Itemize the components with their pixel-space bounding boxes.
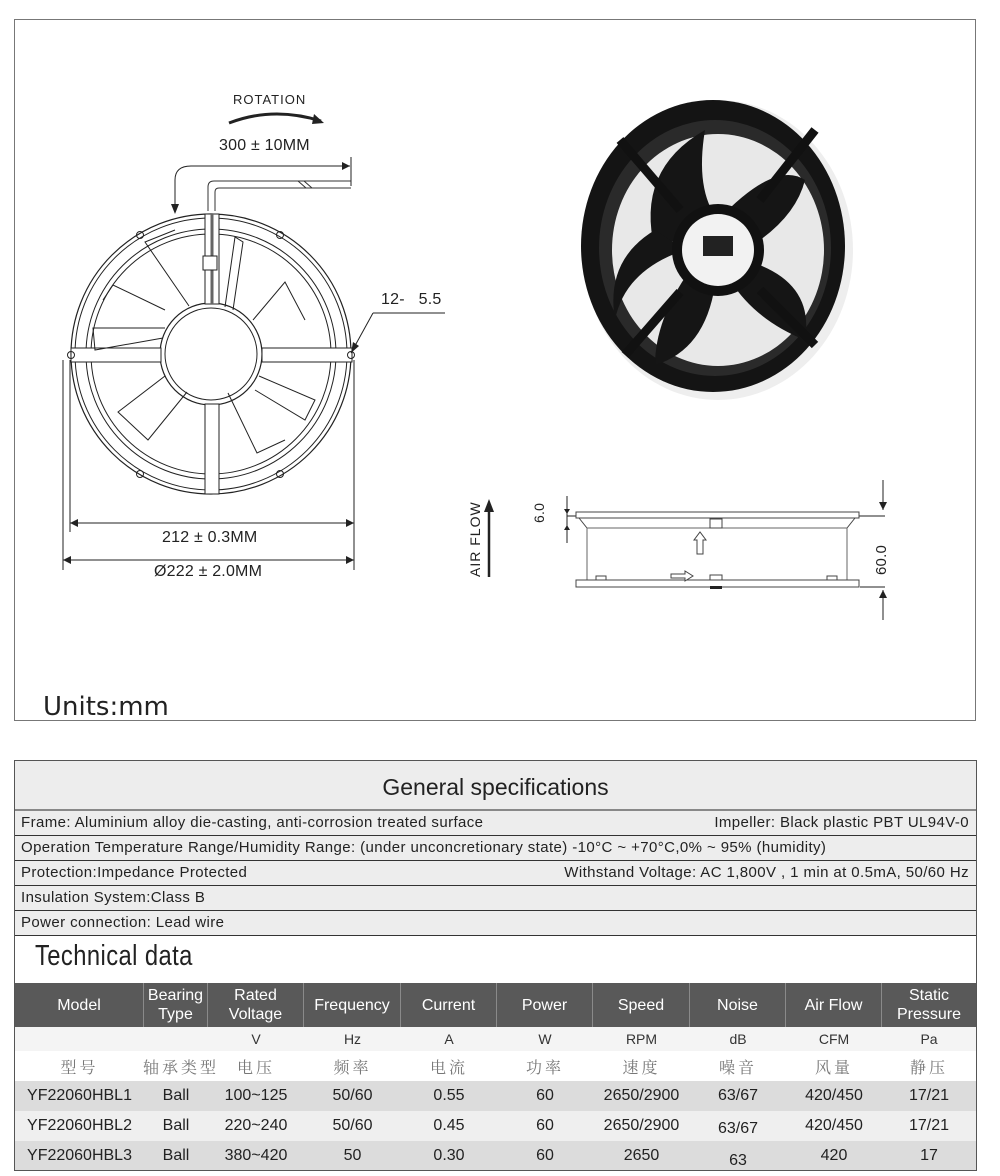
unit-model <box>15 1027 144 1051</box>
col-header-frequency: Frequency <box>304 983 401 1027</box>
spec-row <box>15 836 976 861</box>
specifications-table <box>14 760 977 1171</box>
cell-voltage: 100~125 <box>224 1087 288 1104</box>
cell-bearing: Ball <box>162 1117 190 1134</box>
unit-power: W <box>538 1031 552 1047</box>
cell-model: YF22060HBL1 <box>27 1087 132 1104</box>
cn-speed: 速度 <box>622 1057 661 1077</box>
cell-current: 0.30 <box>433 1146 465 1164</box>
cn-airflow: 风量 <box>814 1057 853 1077</box>
general-specs-title: General specifications <box>15 761 976 811</box>
spec-row <box>15 811 976 836</box>
cell-current: 0.45 <box>433 1117 465 1134</box>
col-header-static-pressure: Static Pressure <box>897 987 962 1023</box>
chinese-header-row <box>15 1051 976 1081</box>
cell-airflow: 420/450 <box>805 1117 863 1134</box>
cell-speed: 2650/2900 <box>603 1117 680 1134</box>
col-header-speed: Speed <box>593 983 690 1027</box>
cn-bearing: 轴承类型 <box>143 1057 220 1077</box>
unit-frequency: Hz <box>343 1031 362 1047</box>
unit-noise: dB <box>729 1031 747 1047</box>
unit-bearing <box>144 1027 208 1051</box>
spec-protection: Protection:Impedance Protected <box>21 864 248 881</box>
col-header-bearing: Bearing Type <box>144 983 208 1027</box>
col-header-noise: Noise <box>690 983 786 1027</box>
col-header-current: Current <box>401 983 497 1027</box>
lead-length-dimension: 300 ± 10MM <box>219 137 310 154</box>
front-view-drawing <box>15 20 977 722</box>
dimension-drawing-panel <box>14 19 976 721</box>
cell-model: YF22060HBL3 <box>27 1146 132 1164</box>
cell-static-pressure: 17/21 <box>908 1087 950 1104</box>
spec-row <box>15 886 976 911</box>
cn-frequency: 频率 <box>333 1057 372 1077</box>
cell-power: 60 <box>536 1117 554 1134</box>
col-header-airflow: Air Flow <box>786 983 882 1027</box>
cn-noise: 噪音 <box>718 1057 757 1077</box>
flange-thickness-dimension: 6.0 <box>531 502 547 523</box>
cell-bearing: Ball <box>162 1146 190 1164</box>
cell-noise: 63/67 <box>717 1120 759 1137</box>
technical-data-title-bar <box>15 936 976 983</box>
cn-power: 功率 <box>525 1057 564 1077</box>
cell-static-pressure: 17 <box>920 1146 938 1164</box>
cell-voltage: 220~240 <box>224 1117 288 1134</box>
spec-row <box>15 911 976 936</box>
hole-pitch-dimension: 212 ± 0.3MM <box>162 529 258 546</box>
cell-frequency: 50/60 <box>332 1117 373 1134</box>
unit-static-pressure: Pa <box>920 1031 938 1047</box>
cn-model: 型号 <box>60 1057 99 1077</box>
unit-voltage: V <box>251 1031 261 1047</box>
spec-row <box>15 861 976 886</box>
spec-withstand-voltage: Withstand Voltage: AC 1,800V , 1 min at 0.5mA, 50/60 Hz <box>564 864 969 881</box>
cell-frequency: 50 <box>343 1146 362 1164</box>
unit-airflow: CFM <box>818 1031 850 1047</box>
technical-table-header <box>15 983 976 1027</box>
unit-current: A <box>444 1031 454 1047</box>
cn-voltage: 电压 <box>236 1057 275 1077</box>
cell-model: YF22060HBL2 <box>27 1117 132 1134</box>
units-row <box>15 1027 976 1051</box>
cell-bearing: Ball <box>162 1087 190 1104</box>
cell-speed: 2650 <box>623 1146 660 1164</box>
cell-voltage: 380~420 <box>224 1146 288 1164</box>
spec-impeller: Impeller: Black plastic PBT UL94V-0 <box>714 814 969 831</box>
spec-power-connection: Power connection: Lead wire <box>21 914 225 931</box>
depth-dimension: 60.0 <box>873 545 890 575</box>
cell-speed: 2650/2900 <box>603 1087 680 1104</box>
table-row <box>15 1081 976 1111</box>
rotation-label: ROTATION <box>233 92 307 107</box>
cn-static-pressure: 静压 <box>909 1057 948 1077</box>
cn-current: 电流 <box>429 1057 468 1077</box>
units-label: Units:mm <box>43 692 169 722</box>
cell-noise: 63/67 <box>717 1087 759 1104</box>
cell-noise: 63 <box>729 1151 747 1169</box>
table-row <box>15 1141 976 1170</box>
spec-frame: Frame: Aluminium alloy die-casting, anti-corrosion treated surface <box>21 814 484 831</box>
cell-frequency: 50/60 <box>332 1087 373 1104</box>
airflow-direction-label: AIR FLOW <box>467 501 483 577</box>
col-header-power: Power <box>497 983 593 1027</box>
unit-speed: RPM <box>625 1031 658 1047</box>
cell-power: 60 <box>536 1146 554 1164</box>
cell-airflow: 420/450 <box>805 1087 863 1104</box>
fan-photo <box>581 100 853 400</box>
spec-insulation: Insulation System:Class B <box>21 889 206 906</box>
cell-power: 60 <box>536 1087 554 1104</box>
col-header-model: Model <box>15 983 144 1027</box>
technical-data-title: Technical data <box>35 940 193 972</box>
col-header-voltage: Rated Voltage <box>208 983 304 1027</box>
mount-hole-dimension: 12- 5.5 <box>381 291 442 308</box>
cell-static-pressure: 17/21 <box>908 1117 950 1134</box>
cell-current: 0.55 <box>433 1087 465 1104</box>
cell-airflow: 420 <box>820 1146 848 1164</box>
table-row <box>15 1111 976 1141</box>
spec-operation-range: Operation Temperature Range/Humidity Range: (under unconcretionary state) -10°C ~ +70°C,0% ~ 95% (humidity) <box>21 839 827 856</box>
outer-diameter-dimension: Ø222 ± 2.0MM <box>154 563 263 580</box>
